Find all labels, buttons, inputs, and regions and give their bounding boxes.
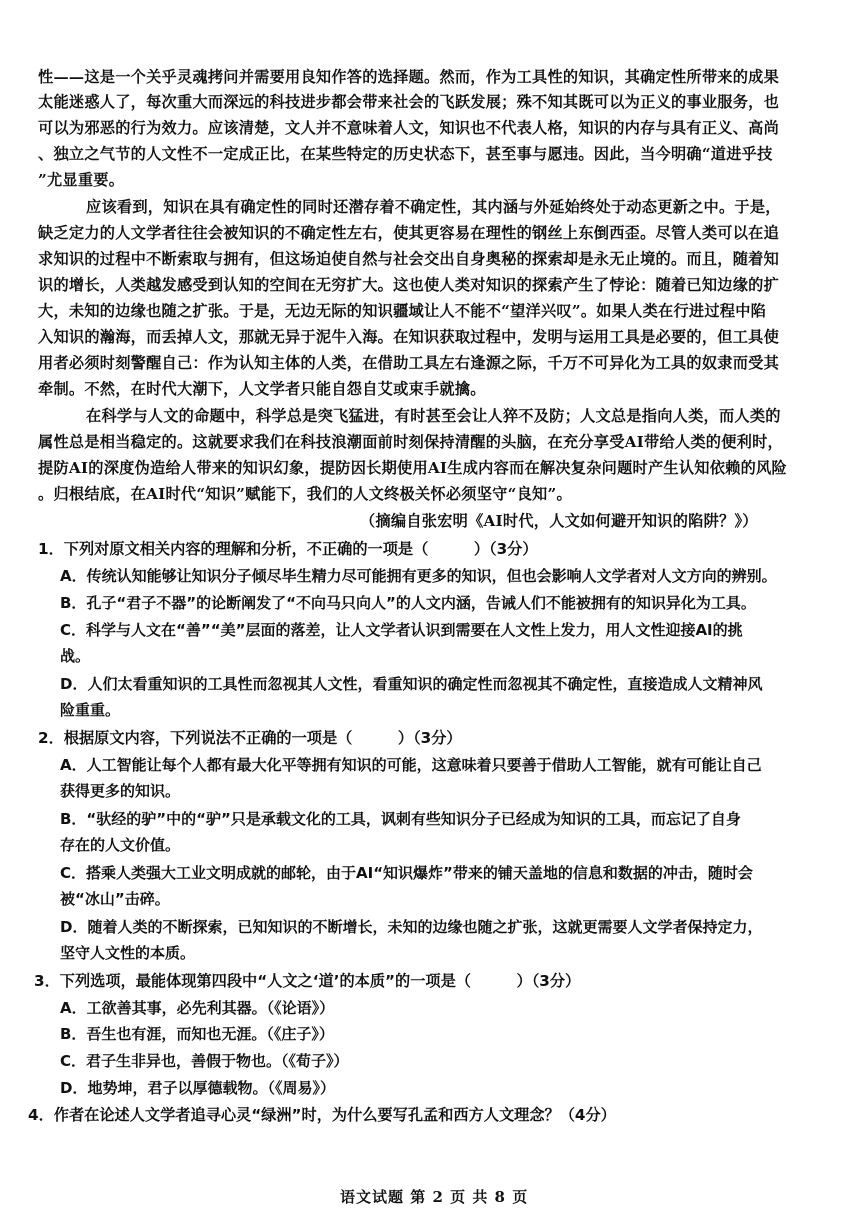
question-2-stem: 2．根据原文内容，下列说法不正确的一项是（ ）（3分） xyxy=(38,729,462,747)
passage-p2-line-4: 识的增长，人类越发感受到认知的空间在无穷扩大。这也使人类对知识的探索产生了悖论：随着已知边缘的扩 xyxy=(38,276,779,294)
question-3-stem: 3．下列选项，最能体现第四段中“人文之‘道’的本质”的一项是（ ）（3分） xyxy=(34,972,581,990)
page-footer: 语文试题 第 2 页 共 8 页 xyxy=(340,1188,529,1206)
question-1-option-d-cont: 险重重。 xyxy=(60,701,121,719)
question-2-option-a-cont: 获得更多的知识。 xyxy=(60,782,181,800)
passage-p1-line-5: ”尤显重要。 xyxy=(38,171,125,189)
passage-p2-line-6: 入知识的瀚海，而丢掉人文，那就无异于泥牛入海。在知识获取过程中，发明与运用工具是必要的，但工具使 xyxy=(38,328,779,346)
question-1-option-d: D．人们太看重知识的工具性而忽视其人文性，看重知识的确定性而忽视其不确定性，直接造成人文精神风 xyxy=(60,675,763,693)
passage-p1-line-1: 性——这是一个关乎灵魂拷问并需要用良知作答的选择题。然而，作为工具性的知识，其确定性所带来的成果 xyxy=(38,68,779,86)
passage-p2-line-3: 求知识的过程中不断索取与拥有，但这场迫使自然与社会交出自身奥秘的探索却是永无止境的。而且，随着知 xyxy=(38,250,779,268)
passage-p3-line-2: 属性总是相当稳定的。这就要求我们在科技浪潮面前时刻保持清醒的头脑，在充分享受AI带给人类的便利时， xyxy=(38,433,783,451)
passage-source: （摘编自张宏明《AI时代，人文如何避开知识的陷阱？》） xyxy=(360,512,758,530)
passage-p1-line-2: 太能迷惑人了，每次重大而深远的科技进步都会带来社会的飞跃发展；殊不知其既可以为正义的事业服务，也 xyxy=(38,93,779,111)
passage-p2-line-5: 大，未知的边缘也随之扩张。于是，无边无际的知识疆域让人不能不“望洋兴叹”。如果人类在行进过程中陷 xyxy=(38,302,767,320)
passage-p2-line-1: 应该看到，知识在具有确定性的同时还潜存着不确定性，其内涵与外延始终处于动态更新之中。于是， xyxy=(86,198,781,216)
passage-p2-line-8: 牵制。不然，在时代大潮下，人文学者只能自怨自艾或束手就擒。 xyxy=(38,380,486,398)
passage-p1-line-4: 、独立之气节的人文性不一定成正比，在某些特定的历史状态下，甚至事与愿违。因此，当今明确“道进乎技 xyxy=(38,145,773,163)
passage-p3-line-4: 。归根结底，在AI时代“知识”赋能下，我们的人文终极关怀必须坚守“良知”。 xyxy=(38,485,572,503)
question-3-option-d: D．地势坤，君子以厚德载物。（《周易》） xyxy=(60,1079,335,1097)
passage-p1-line-3: 可以为邪恶的行为效力。应该清楚，文人并不意味着人文，知识也不代表人格，知识的内存与具有正义、高尚 xyxy=(38,119,779,137)
question-2-option-c-cont: 被“冰山”击碎。 xyxy=(60,890,170,908)
question-3-option-b: B．吾生也有涯，而知也无涯。（《庄子》） xyxy=(60,1025,334,1043)
question-2-option-d-cont: 坚守人文性的本质。 xyxy=(60,944,196,962)
question-1-option-c-cont: 战。 xyxy=(60,647,91,665)
question-1-option-c: C．科学与人文在“善”“美”层面的落差，让人文学者认识到需要在人文性上发力，用人文性迎接AI的挑 xyxy=(60,621,743,639)
question-2-option-d: D．随着人类的不断探索，已知知识的不断增长，未知的边缘也随之扩张，这就更需要人文学者保持定力， xyxy=(60,918,763,936)
passage-p3-line-1: 在科学与人文的命题中，科学总是突飞猛进，有时甚至会让人猝不及防；人文总是指向人类，而人类的 xyxy=(86,407,781,425)
question-4-stem: 4．作者在论述人文学者追寻心灵“绿洲”时，为什么要写孔孟和西方人文理念？（4分） xyxy=(28,1106,616,1124)
question-3-option-c: C．君子生非异也，善假于物也。（《荀子》） xyxy=(60,1052,349,1070)
question-1-stem: 1．下列对原文相关内容的理解和分析，不正确的一项是（ ）（3分） xyxy=(38,540,538,558)
question-2-option-b-cont: 存在的人文价值。 xyxy=(60,836,181,854)
passage-p2-line-2: 缺乏定力的人文学者往往会被知识的不确定性左右，使其更容易在理性的钢丝上东倒西歪。尽管人类可以在追 xyxy=(38,224,779,242)
question-3-option-a: A．工欲善其事，必先利其器。（《论语》） xyxy=(60,999,335,1017)
question-2-option-b: B．“驮经的驴”中的“驴”只是承载文化的工具，讽刺有些知识分子已经成为知识的工具，而忘记了自身 xyxy=(60,810,741,828)
question-1-option-a: A．传统认知能够让知识分子倾尽毕生精力尽可能拥有更多的知识，但也会影响人文学者对人文方向的辨别。 xyxy=(60,567,777,585)
passage-p3-line-3: 提防AI的深度伪造给人带来的知识幻象，提防因长期使用AI生成内容而在解决复杂问题时产生认知依赖的风险 xyxy=(38,459,787,477)
question-1-option-b: B．孔子“君子不器”的论断阐发了“不向马只向人”的人文内涵，告诫人们不能被拥有的知识异化为工具。 xyxy=(60,594,756,612)
question-2-option-a: A．人工智能让每个人都有最大化平等拥有知识的可能，这意味着只要善于借助人工智能，就有可能让自己 xyxy=(60,756,762,774)
passage-p2-line-7: 用者必须时刻警醒自己：作为认知主体的人类，在借助工具左右逢源之际，千万不可异化为工具的奴隶而受其 xyxy=(38,354,779,372)
question-2-option-c: C．搭乘人类强大工业文明成就的邮轮，由于AI“知识爆炸”带来的铺天盖地的信息和数据的冲击，随时会 xyxy=(60,864,753,882)
